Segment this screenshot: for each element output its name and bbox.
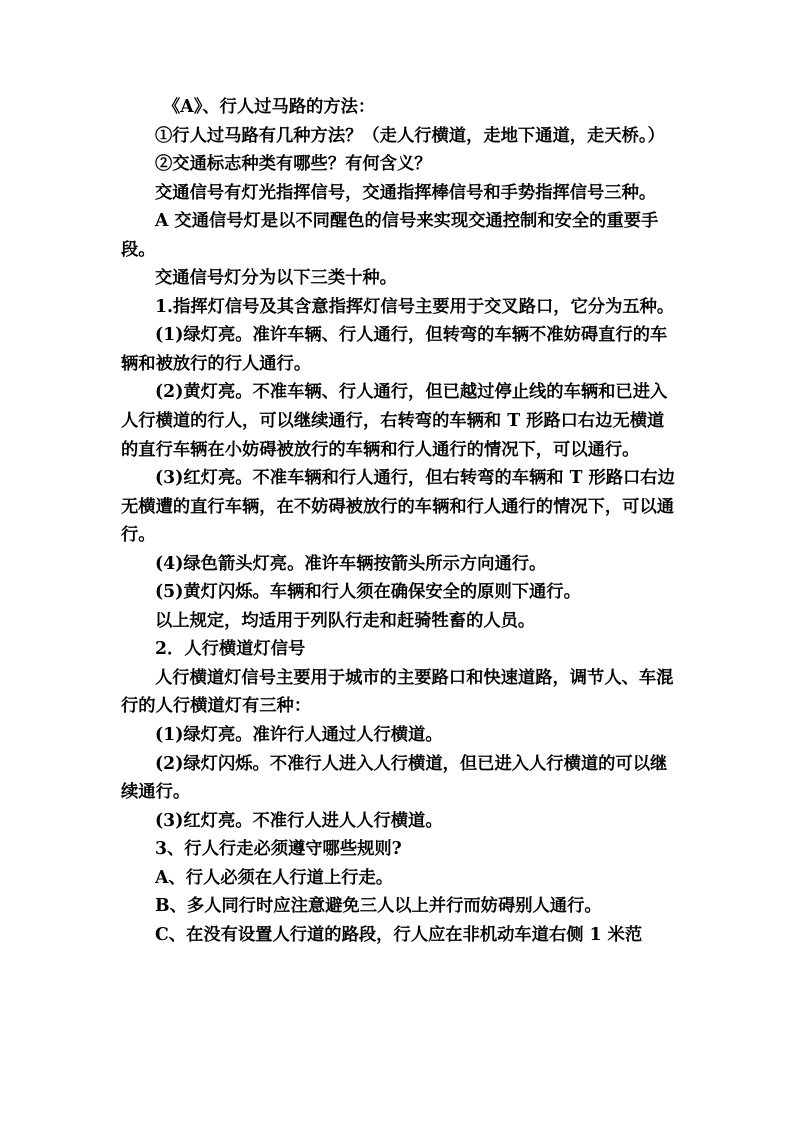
paragraph-green-light: (1)绿灯亮。准许车辆、行人通行，但转弯的车辆不准妨碍直行的车辆和被放行的行人通行。 bbox=[121, 325, 668, 374]
paragraph-rule-c: C、在没有设置人行道的路段，行人应在非机动车道右侧 1 米范 bbox=[155, 924, 643, 945]
paragraph-command-lights: 1.指挥灯信号及其含意指挥灯信号主要用于交叉路口，它分为五种。 bbox=[155, 296, 675, 317]
paragraph-crosswalk-green: (1)绿灯亮。准许行人通过人行横道。 bbox=[155, 725, 443, 746]
paragraph-question-1: ①行人过马路有几种方法？（走人行横道，走地下通道，走天桥。） bbox=[155, 125, 665, 146]
paragraph-question-2: ②交通标志种类有哪些？有何含义？ bbox=[155, 154, 432, 175]
paragraph-crosswalk-red: (3)红灯亮。不准行人进人人行横道。 bbox=[155, 810, 443, 831]
paragraph-rule-a: A、行人必须在人行道上行走。 bbox=[155, 867, 394, 888]
paragraph-green-arrow: (4)绿色箭头灯亮。准许车辆按箭头所示方向通行。 bbox=[155, 553, 547, 574]
paragraph-signal-types: 交通信号有灯光指挥信号，交通指挥棒信号和手势指挥信号三种。 bbox=[155, 182, 657, 203]
paragraph-rules-apply: 以上规定，均适用于列队行走和赶骑牲畜的人员。 bbox=[155, 610, 536, 631]
paragraph-crosswalk-signals: 人行横道灯信号主要用于城市的主要路口和快速道路，调节人、车混行的人行横道灯有三种： bbox=[121, 667, 674, 717]
paragraph-rule-b: B、多人同行时应注意避免三人以上并行而妨碍别人通行。 bbox=[155, 896, 602, 917]
paragraph-three-types: 交通信号灯分为以下三类十种。 bbox=[155, 268, 397, 289]
paragraph-signal-lights: A 交通信号灯是以不同醒色的信号来实现交通控制和安全的重要手段。 bbox=[121, 211, 659, 260]
paragraph-red-light: (3)红灯亮。不准车辆和行人通行，但右转弯的车辆和 T 形路口右边无横遭的直行车辆，在不妨碍被放行的车辆和行人通行的情况下，可以通行。 bbox=[121, 468, 675, 546]
paragraph-walk-rules: 3、行人行走必须遵守哪些规则? bbox=[155, 839, 402, 860]
paragraph-crosswalk-flash: (2)绿灯闪烁。不准行人进入人行横道，但已进入人行横道的可以继续通行。 bbox=[121, 753, 668, 803]
paragraph-yellow-flash: (5)黄灯闪烁。车辆和行人须在确保安全的原则下通行。 bbox=[155, 582, 581, 603]
paragraph-crosswalk-heading: 2．人行横道灯信号 bbox=[155, 639, 306, 660]
paragraph-yellow-light: (2)黄灯亮。不准车辆、行人通行，但已越过停止线的车辆和已进入人行横道的行人，可以继续通行，右转弯的车辆和 T 形路口右边无横道的直行车辆在小妨碍被放行的车辆和行人通行的情况下，可以通行。 bbox=[121, 382, 668, 460]
paragraph-heading-a: 《A》、行人过马路的方法： bbox=[163, 97, 376, 117]
body-text bbox=[121, 93, 677, 949]
